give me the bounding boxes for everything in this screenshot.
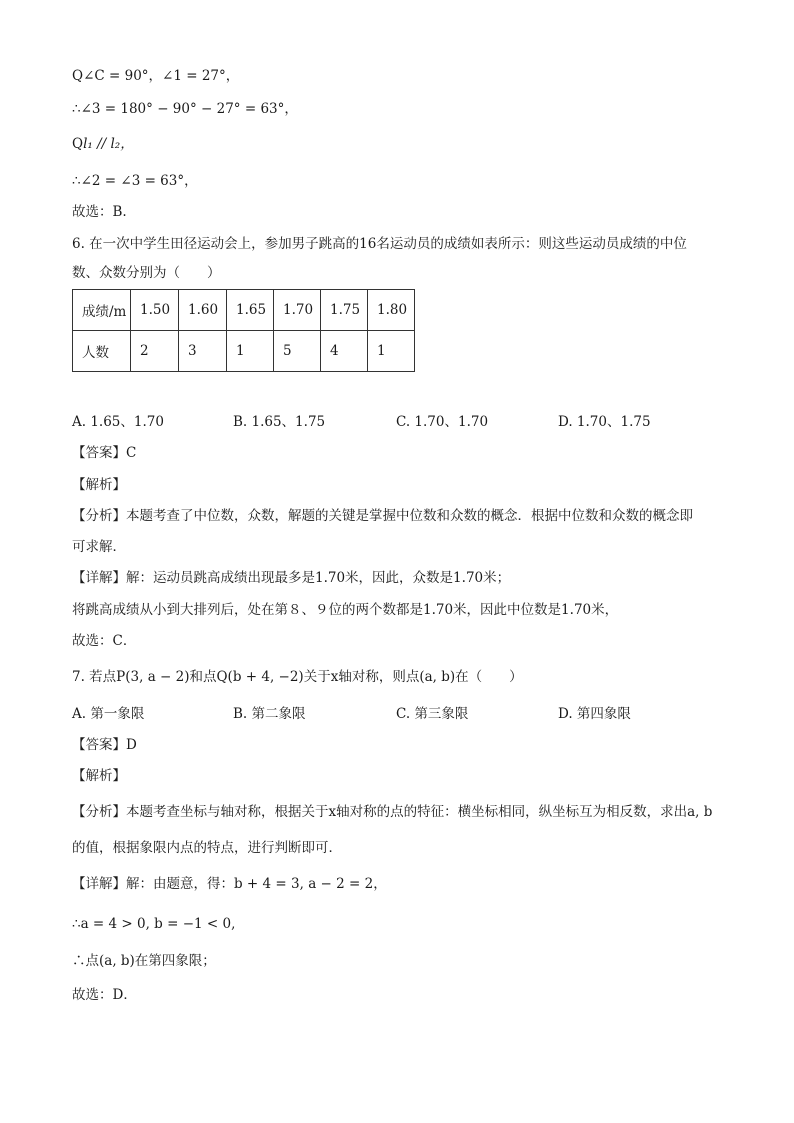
table-cell: 3 [179, 331, 227, 372]
prev-line-1: Q∠C = 90°，∠1 = 27°， [72, 68, 240, 84]
table-cell: 4 [321, 331, 368, 372]
prev-line-3 [72, 134, 134, 154]
prev-line-4: ∴∠2 = ∠3 = 63°， [72, 173, 198, 189]
q6-choice: 故选：C． [72, 633, 137, 649]
q7-stem: 7. 若点P(3, a − 2)和点Q(b + 4, −2)关于x轴对称，则点(a, b)在（ ） [72, 669, 523, 685]
score-table [72, 289, 415, 372]
q6-fenxi-line-2: 可求解． [72, 539, 126, 555]
table-cell: 1.50 [131, 290, 179, 331]
q7-fenxi-line-1: 【分析】本题考查坐标与轴对称，根据关于x轴对称的点的特征：横坐标相同，纵坐标互为相反数，求出a, b [72, 804, 713, 820]
q7-analysis-title: 【解析】 [72, 768, 126, 784]
q7-option-d: D. 第四象限 [558, 706, 631, 722]
table-cell: 1.65 [227, 290, 274, 331]
table-cell: 1.75 [321, 290, 368, 331]
q6-analysis-title: 【解析】 [72, 477, 126, 493]
q6-option-b: B. 1.65、1.75 [233, 414, 326, 430]
q6-option-d: D. 1.70、1.75 [558, 414, 651, 430]
q6-detail-line-2: 将跳高成绩从小到大排列后，处在第８、９位的两个数都是1.70米，因此中位数是1.70米， [72, 602, 619, 618]
prev-line-2: ∴∠3 = 180° − 90° − 27° = 63°， [72, 101, 298, 117]
table-cell: 1 [227, 331, 274, 372]
q7-option-a: A. 第一象限 [72, 706, 145, 722]
q6-option-a: A. 1.65、1.70 [72, 414, 164, 430]
q7-choice: 故选：D． [72, 987, 137, 1003]
table-row [73, 290, 415, 331]
q6-stem-line-2: 数、众数分别为（ ） [72, 265, 221, 281]
table-cell: 2 [131, 331, 179, 372]
table-cell: 5 [274, 331, 321, 372]
q7-option-c: C. 第三象限 [396, 706, 469, 722]
table-cell: 人数 [73, 331, 131, 372]
q6-detail-line-1: 【详解】解：运动员跳高成绩出现最多是1.70米，因此，众数是1.70米； [72, 570, 511, 586]
q6-option-c: C. 1.70、1.70 [396, 414, 489, 430]
q7-fenxi-line-2: 的值，根据象限内点的特点，进行判断即可． [72, 840, 342, 856]
prev-line-3-prefix: Q [72, 136, 84, 152]
prev-line-3-math: l₁ // l₂， [83, 136, 134, 152]
table-row [73, 331, 415, 372]
table-cell: 1.70 [274, 290, 321, 331]
q7-option-b: B. 第二象限 [233, 706, 306, 722]
table-cell: 1.80 [368, 290, 415, 331]
table-cell: 1.60 [179, 290, 227, 331]
q6-fenxi-line-1: 【分析】本题考查了中位数，众数，解题的关键是掌握中位数和众数的概念．根据中位数和众数的概念即 [72, 508, 693, 524]
table-cell: 1 [368, 331, 415, 372]
q6-answer: 【答案】C [72, 445, 137, 461]
q7-detail-line-2: ∴a = 4 > 0, b = −1 < 0, [72, 916, 236, 932]
q7-detail-line-3: ∴点(a, b)在第四象限； [72, 953, 216, 969]
q7-answer: 【答案】D [72, 737, 137, 753]
q7-detail-line-1: 【详解】解：由题意，得：b + 4 = 3, a − 2 = 2， [72, 876, 387, 892]
q6-stem-line-1: 6. 在一次中学生田径运动会上，参加男子跳高的16名运动员的成绩如表所示：则这些运动员成绩的中位 [72, 236, 687, 252]
table-cell: 成绩/m [73, 290, 131, 331]
prev-choice: 故选：B. [72, 204, 127, 220]
